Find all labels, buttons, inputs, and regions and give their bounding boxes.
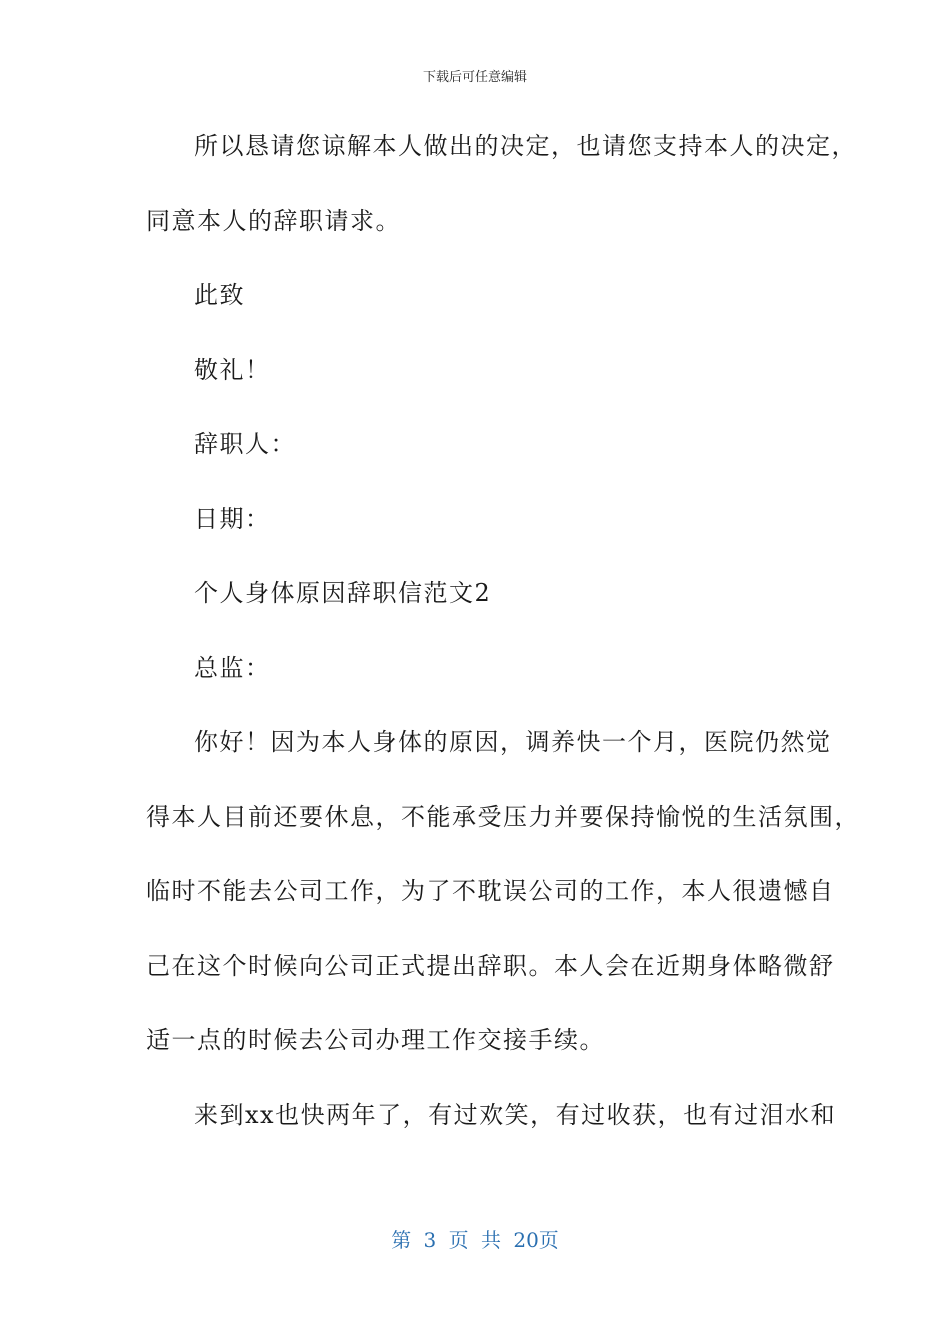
paragraph-line: 得本人目前还要休息，不能承受压力并要保持愉悦的生活氛围，	[146, 802, 860, 831]
paragraph-line: 来到xx也快两年了，有过欢笑，有过收获，也有过泪水和	[194, 1100, 837, 1129]
paragraph-line: 同意本人的辞职请求。	[146, 206, 401, 235]
header-note: 下载后可任意编辑	[422, 70, 527, 85]
document-body	[146, 128, 860, 1171]
date-label: 日期：	[194, 504, 271, 533]
page-number-footer: 第 3 页 共 20页	[391, 1228, 559, 1252]
section-title: 个人身体原因辞职信范文2	[194, 579, 492, 607]
paragraph-line: 临时不能去公司工作，为了不耽误公司的工作，本人很遗憾自	[146, 877, 835, 905]
signer-label: 辞职人：	[194, 430, 296, 458]
salutation-closing: 此致	[194, 281, 245, 309]
paragraph-line: 己在这个时候向公司正式提出辞职。本人会在近期身体略微舒	[146, 951, 835, 980]
recipient-label: 总监：	[194, 653, 271, 682]
paragraph-line: 所以恳请您谅解本人做出的决定，也请您支持本人的决定，	[194, 132, 857, 160]
paragraph-line: 适一点的时候去公司办理工作交接手续。	[146, 1026, 605, 1054]
paragraph-line: 你好！因为本人身体的原因，调养快一个月，医院仍然觉	[194, 728, 832, 756]
regards: 敬礼！	[194, 355, 271, 384]
